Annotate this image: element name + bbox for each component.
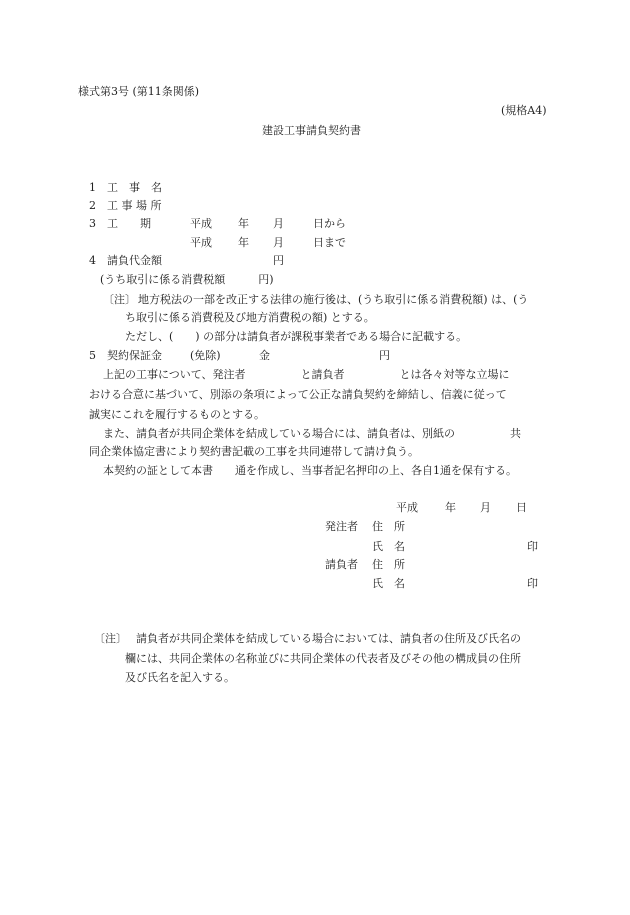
exempt-label: (免除) [190,349,221,362]
seal-mark: 印 [527,577,538,590]
item-label: 工 期 [107,217,151,230]
seal-mark: 印 [527,540,538,553]
period-year: 年 [238,217,249,230]
note-mark: 〔注〕 [103,293,136,306]
item-label: 契約保証金 [107,349,162,362]
item-number: 3 [89,217,96,230]
yen-unit: 円 [379,349,390,362]
name-label: 氏 名 [372,577,405,590]
period-month: 月 [273,217,284,230]
note-line: ただし、( ) の部分は請負者が課税事業者である場合に記載する。 [125,330,468,343]
note-line: ち取引に係る消費税及び地方消費税の額) とする。 [125,311,375,324]
name-label: 氏 名 [372,540,405,553]
item-number: 5 [89,349,96,362]
body-line: 同企業体協定書により契約書記載の工事を共同連帯して請け負う。 [89,445,419,458]
body-line: 上記の工事について、発注者 と請負者 とは各々対等な立場に [103,368,510,381]
sign-day: 日 [516,501,527,514]
footer-note-line: 及び氏名を記入する。 [125,671,235,684]
tax-line: (うち取引に係る消費税額 円) [100,273,274,286]
form-number: 様式第3号 (第11条関係) [78,85,200,98]
yen-unit: 円 [273,254,284,267]
sign-year: 年 [445,501,456,514]
period-era: 平成 [190,236,212,249]
body-line: 本契約の証として本書 通を作成し、当事者記名押印の上、各自1通を保有する。 [103,464,517,477]
period-year: 年 [238,236,249,249]
period-month: 月 [273,236,284,249]
body-line: おける合意に基づいて、別添の条項によって公正な請負契約を締結し、信義に従って [89,388,507,401]
item-number: 4 [89,254,96,267]
footer-note-line: 請負者が共同企業体を結成している場合においては、請負者の住所及び氏名の [136,632,521,645]
period-day-from: 日から [313,217,346,230]
item-label: 請負代金額 [107,254,162,267]
note-line: 地方税法の一部を改正する法律の施行後は、(うち取引に係る消費税額) は、(う [138,293,529,306]
sign-era: 平成 [396,501,418,514]
address-label: 住 所 [372,520,405,533]
orderer-label: 発注者 [325,520,358,533]
item-number: 1 [89,181,96,194]
body-line: また、請負者が共同企業体を結成している場合には、請負者は、別紙の 共 [103,427,521,440]
size-label: (規格A4) [501,104,547,117]
period-day-to: 日まで [313,236,346,249]
body-line: 誠実にこれを履行するものとする。 [89,408,265,421]
sign-month: 月 [480,501,491,514]
item-label: 工 事 名 [107,181,162,194]
footer-note-mark: 〔注〕 [94,632,127,645]
footer-note-line: 欄には、共同企業体の名称並びに共同企業体の代表者及びその他の構成員の住所 [125,652,521,665]
address-label: 住 所 [372,558,405,571]
item-label: 工 事 場 所 [107,199,162,212]
contractor-label: 請負者 [325,558,358,571]
item-number: 2 [89,199,96,212]
kin-label: 金 [259,349,270,362]
document-title: 建設工事請負契約書 [262,124,361,137]
period-era: 平成 [190,217,212,230]
